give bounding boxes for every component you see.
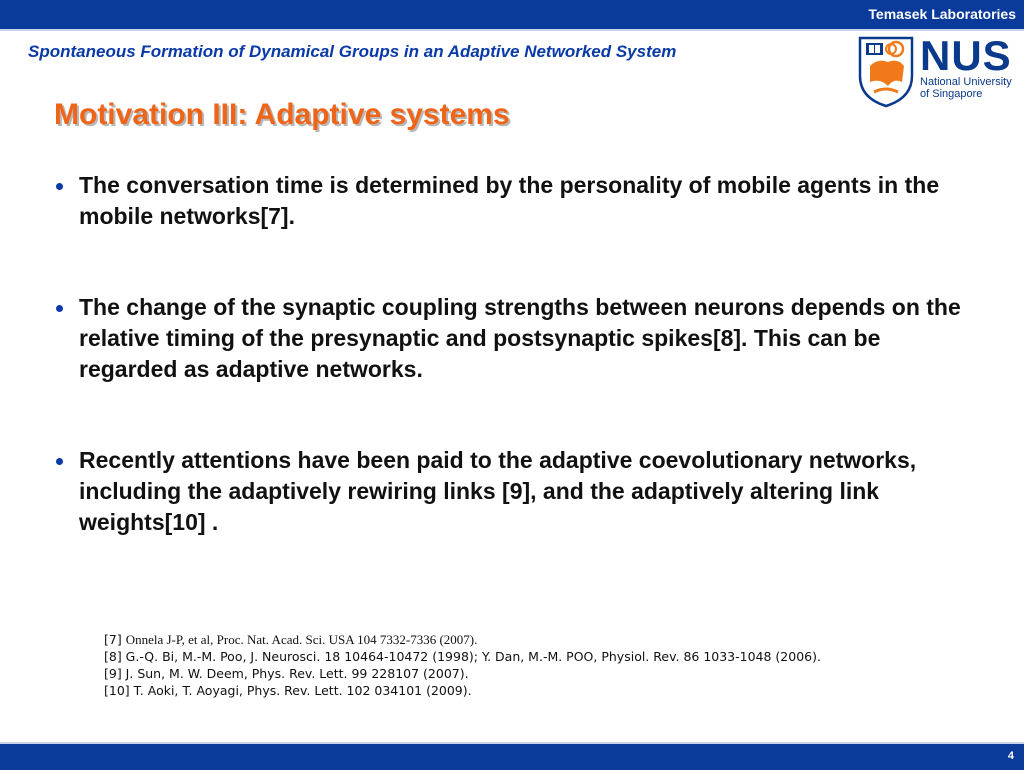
reference-8: [8] G.-Q. Bi, M.-M. Poo, J. Neurosci. 18 10464-10472 (1998); Y. Dan, M.-M. POO, Physiol. Rev. 86 1033-1048 (2006). <box>104 649 821 664</box>
bullet-icon <box>56 458 63 465</box>
bullet-text: Recently attentions have been paid to the adaptive coevolutionary networks, including the adaptively rewiring links [9], and the adaptively altering link weights[10] . <box>79 447 917 535</box>
nus-logo <box>858 32 1018 108</box>
bullet-item <box>52 292 972 385</box>
bullet-item <box>52 445 972 538</box>
bullet-icon <box>56 183 63 190</box>
bullet-list <box>52 170 972 538</box>
reference-10: [10] T. Aoki, T. Aoyagi, Phys. Rev. Lett. 102 034101 (2009). <box>104 683 472 698</box>
reference-9: [9] J. Sun, M. W. Deem, Phys. Rev. Lett. 99 228107 (2007). <box>104 666 469 681</box>
header-bar <box>0 0 1024 29</box>
nus-crest-icon <box>858 36 914 108</box>
bullet-text: The conversation time is determined by the personality of mobile agents in the mobile networks[7]. <box>79 172 940 229</box>
slide-title: Motivation III: Adaptive systems <box>54 98 510 131</box>
bullet-icon <box>56 305 63 312</box>
nus-wordmark <box>920 32 1012 100</box>
page-number: 4 <box>1007 750 1014 762</box>
reference-7-text: Onnela J-P, et al, Proc. Nat. Acad. Sci. USA 104 7332-7336 (2007). <box>125 632 478 647</box>
nus-acronym: NUS <box>920 32 1012 79</box>
bullet-text: The change of the synaptic coupling strengths between neurons depends on the relative timing of the presynaptic and postsynaptic spikes[8]. This can be regarded as adaptive networks. <box>79 294 961 382</box>
nus-name-line2: of Singapore <box>920 88 983 100</box>
footer-bar <box>0 742 1024 770</box>
references <box>104 631 821 699</box>
reference-7-label: [7] <box>104 632 126 647</box>
reference-7 <box>104 631 821 648</box>
header-divider <box>0 29 1024 31</box>
organization-label: Temasek Laboratories <box>868 6 1016 22</box>
presentation-subtitle: Spontaneous Formation of Dynamical Groups in an Adaptive Networked System <box>28 42 677 61</box>
nus-name-line1: National University <box>920 76 1012 88</box>
bullet-item <box>52 170 972 232</box>
